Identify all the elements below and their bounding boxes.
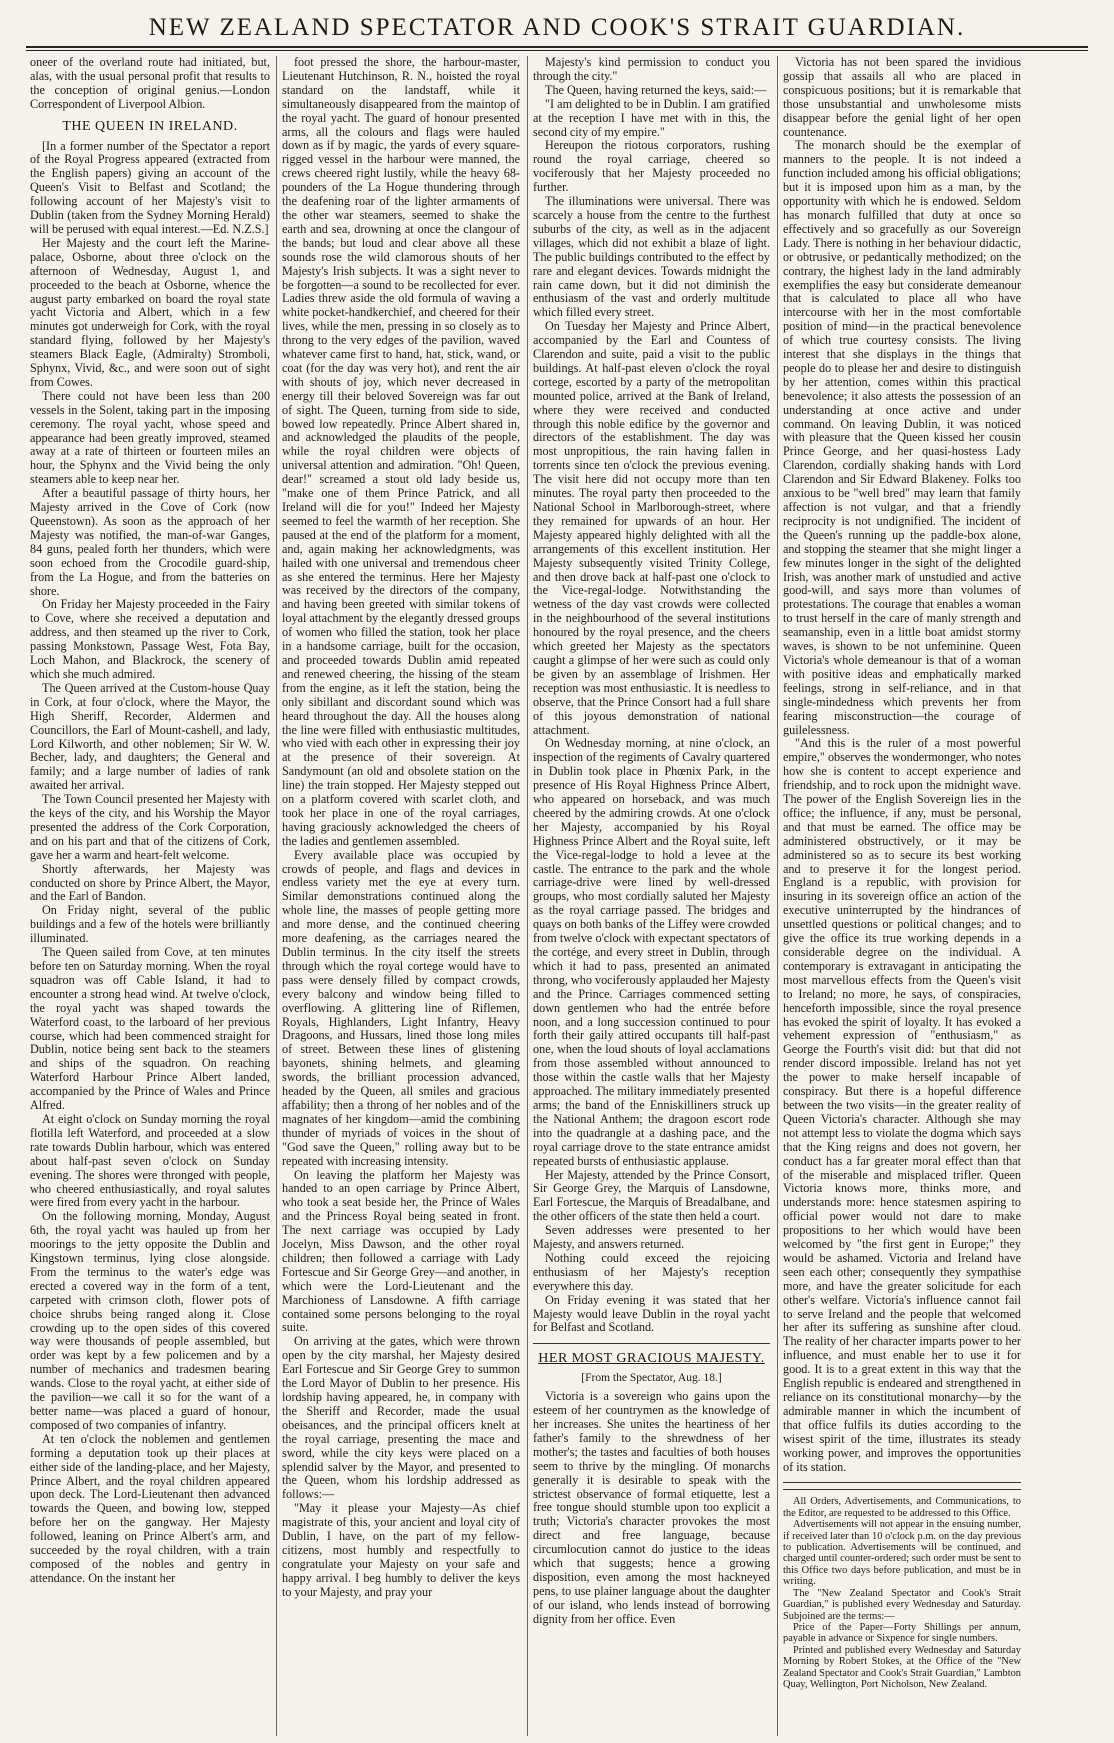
paragraph: The Town Council presented her Majesty with the keys of the city, and his Worship the Mayor presented the address of the Cork Corporation, and on his part and that of the citizens of Cork, gave her a warm and heart-felt welcome. — [30, 792, 270, 862]
publisher-imprint — [783, 1496, 1021, 1690]
article-body — [282, 56, 520, 1600]
paragraph: Her Majesty, attended by the Prince Consort, Sir George Grey, the Marquis of Lansdowne, Earl Fortescue, the Marquis of Breadalbane, and the other officers of the state then held a court. — [533, 1167, 770, 1224]
paragraph: The illuminations were universal. There was scarcely a house from the centre to the furthest suburbs of the city, as well as in the adjacent villages, which did not exhibit a blaze of light. The public buildings contributed to the effect by rare and elegant devices. Towards midnight the rain came down, but it did not diminish the enthusiasm of the vast and orderly multitude which filled every street. — [533, 194, 770, 320]
article-heading: THE QUEEN IN IRELAND. — [62, 118, 238, 134]
paragraph: At eight o'clock on Sunday morning the royal flotilla left Waterford, and proceeded at a slow rate towards Dublin harbour, which was entered about half-past seven o'clock on Sunday evening. The shores were thronged with people, who cheered enthusiastically, and royal salutes were fired from every yacht in the harbour. — [30, 1111, 270, 1210]
section-divider-thin — [783, 1489, 1021, 1490]
paragraph: On Tuesday her Majesty and Prince Albert, accompanied by the Earl and Countess of Clarendon and suite, paid a visit to the public buildings. At half-past eleven o'clock the royal cortege, escorted by a party of the metropolitan mounted police, arrived at the Bank of Ireland, where they were received and conducted through this noble edifice by the governor and directors of the establishment. The day was most unpropitious, the rain having fallen in torrents since ten o'clock the previous evening. The visit here did not occupy more than ten minutes. The royal party then proceeded to the National School in Marlborough-street, where they remained for upwards of an hour. Her Majesty appeared highly delighted with all the arrangements of this excellent institution. Her Majesty subsequently visited Trinity College, and then drove back at half-past one o'clock to the Vice-regal-lodge. Notwithstanding the wetness of the day vast crowds were collected in the neighbourhood of the several institutions honoured by the royal presence, and the cheers which greeted her Majesty as the spectators caught a glimpse of her were such as could only be given by an assemblage of Irishmen. Her reception was most enthusiastic. It is needless to observe, that the Prince Consort had a full share of this joyous demonstration of national attachment. — [533, 319, 770, 737]
article-heading: HER MOST GRACIOUS MAJESTY. — [538, 1351, 765, 1367]
column-1 — [30, 56, 270, 1736]
paragraph: On Friday her Majesty proceeded in the Fairy to Cove, where she received a deputation and address, and then steamed up the river to Cork, passing Monkstown, Passage West, Fota Bay, Loch Mahon, and Blackrock, the scenery of which she much admired. — [30, 597, 270, 681]
section-divider — [783, 1482, 1021, 1483]
paragraph: "May it please your Majesty—As chief magistrate of this, your ancient and loyal city of Dublin, I have, on the part of my fellow-citizens, most humbly and respectfully to congratulate your Majesty on your safe and happy arrival. I beg humbly to deliver the keys to your Majesty, and pray your — [282, 1501, 520, 1599]
paragraph: Seven addresses were presented to her Majesty, and answers returned. — [533, 1223, 770, 1252]
paragraph: Nothing could exceed the rejoicing enthusiasm of her Majesty's reception everywhere this day. — [533, 1250, 770, 1293]
paragraph: On the following morning, Monday, August 6th, the royal yacht was hauled up from her moorings to the jetty opposite the Dublin and Kingstown terminus, lying close alongside. From the terminus to the water's edge was erected a covered way in the form of a tent, carpeted with crimson cloth, flower pots of choice shrubs being ranged along it. Close crowding up to the open sides of this covered way were thousands of people assembled, but order was kept by a few policemen and by a number of mechanics and tradesmen bearing wands. Close to the royal yacht, at either side of the pavilion—we call it so for the want of a better name—was placed a guard of honour, composed of two companies of infantry. — [30, 1209, 270, 1432]
article-columns — [30, 56, 1088, 1736]
column-2 — [282, 56, 520, 1736]
section-divider — [533, 1343, 770, 1344]
paragraph: "And this is the ruler of a most powerful empire," observes the wondermonger, who notes how she is content to accept experience and friendship, and to rock upon the midnight wave. The power of the English Sovereign lies in the office; the influence, if any, must be personal, and that must be earned. The office may be administered obstructively, or it may be administered so as to secure its best working and to preserve it for the longest period. England is a republic, with provision for insuring in its sovereign office an action of the executive uninterrupted by the hindrances of unsettled questions or political changes; and to give the office its true working depends in a considerable degree on the individual. A contemporary is extravagant in anticipating the most marvellous effects from the Queen's visit to Ireland; no more, he says, of conspiracies, henceforth impossible, since the royal presence has evoked the spirit of loyalty. It has evoked a vehement expression of "enthusiasm," as George the Fourth's visit did: but that did not render discord impossible. Ireland has not yet the power to make herself incapable of conspiracy. But there is a hopeful difference between the two visits—in the greater reality of Queen Victoria's character. Although she may not attempt less to violate the dogma which says that the King reigns and does not govern, her conduct has a far greater moral effect than that of the miserable and misplaced trifler. Queen Victoria knows more, thinks more, and understands more: hence statesmen aspiring to official power would not dare to make propositions to her which would have been welcomed by "the first gent in Europe;" they would be ashamed. Victoria and Ireland have seen each other; consequently they sympathise more, and have the greater solicitude for each other's welfare. Victoria's influence cannot fail to serve Ireland and the people that welcomed her after its suffering as sunshine after cloud. The reality of her character imparts power to her influence, and must enable her to use it for good. It is to a great extent in this way that the English republic is endeared and strengthened in reliance on its constitutional monarchy—by the admirable manner in which the incumbent of that office fulfils its duties according to the wisest spirit of the time, illustrates its steady working power, and improves the opportunities of its station. — [783, 736, 1021, 1474]
masthead-rule-thin — [26, 50, 1088, 51]
paragraph: There could not have been less than 200 vessels in the Solent, taking part in the imposing ceremony. The royal yacht, whose speed and appearance had been greatly improved, steamed away at a rate of thirteen or fourteen miles an hour, the Sphynx and the Vivid being the only steamers able to keep near her. — [30, 388, 270, 487]
column-3 — [533, 56, 770, 1736]
paragraph: On Friday evening it was stated that her Majesty would leave Dublin in the royal yacht for Belfast and Scotland. — [533, 1292, 770, 1335]
paragraph: Shortly afterwards, her Majesty was conducted on shore by Prince Albert, the Mayor, and the Earl of Bandon. — [30, 861, 270, 904]
paragraph: On Wednesday morning, at nine o'clock, an inspection of the regiments of Cavalry quartered in Dublin took place in Phœnix Park, in the presence of His Royal Highness Prince Albert, who appeared on horseback, and was much cheered by the admiring crowds. At one o'clock her Majesty, accompanied by his Royal Highness Prince Albert and the Royal suite, left the Vice-regal-lodge to hold a levee at the castle. The entrance to the park and the whole carriage-drive were lined by well-dressed groups, who most cordially saluted her Majesty as the royal carriage passed. The bridges and quays on both banks of the Liffey were crowded from twelve o'clock with expectant spectators of the cortége, and every street in Dublin, through which it had to pass, presented an animated throng, who vociferously applauded her Majesty and the Prince. Carriages commenced setting down gentlemen who had the entrée before noon, and a long succession continued to pour forth their gaily attired occupants till half-past one, when the loud shouts of loyal acclamations from those assembled without announced to those within the castle walls that her Majesty approached. The military immediately presented arms; the band of the Enniskilliners struck up the National Anthem; the dragoon escort rode into the quadrangle at a dashing pace, and the royal carriage drove to the state entrance amidst repeated bursts of enthusiastic applause. — [533, 736, 770, 1168]
article-body — [783, 56, 1021, 1474]
paragraph: Every available place was occupied by crowds of people, and flags and devices in endless variety met the eye at every turn. Similar demonstrations continued along the whole line, the masses of people getting more and more dense, and the continued cheering more deafening, as the carriages neared the Dublin terminus. In the city itself the streets through which the royal cortege would have to pass were densely filled by compact crowds, every balcony and window being filled to overflowing. A glittering line of Riflemen, Royals, Highlanders, Light Infantry, Heavy Dragoons, and Hussars, lined those long miles of street. Between these lines of glistening bayonets, shining helmets, and gleaming swords, the brilliant procession advanced, headed by the Queen, all smiles and gracious affability; then a throng of her nobles and of the magnates of her kingdom—amid the combining thunder of myriads of voices in the shout of "God save the Queen," rolling away but to be repeated with increasing intensity. — [282, 847, 520, 1168]
paragraph: The monarch should be the exemplar of manners to the people. It is not indeed a function included among his official obligations; but it is imposed upon him as a man, by the opportunity with which he is endowed. Seldom has monarch fulfilled that duty at once so effectively and so gracefully as our Sovereign Lady. There is nothing in her behaviour didactic, or obtrusive, or pedantically methodized; on the contrary, the highest lady in the land admirably exemplifies the easy but considerate demeanour that is calculated to place all who have intercourse with her in the most comfortable position of mind—in the practical benevolence of which true courtesy consists. The living interest that she displays in the things that people do to please her and desire to distinguish by her attention, comes within this practical benevolence; it also attests the possession of an understanding at once active and under command. On leaving Dublin, it was noticed with pleasure that the Queen kissed her cousin Prince George, and her quasi-hostess Lady Clarendon, cordially shaking hands with Lord Clarendon and Sir Edward Blakeney. Folks too anxious to be "well bred" may learn that family affection is not vulgar, and that a friendly reciprocity is not undignified. The incident of the Queen's running up the paddle-box alone, and stopping the steamer that she might linger a few minutes longer in the sight of the delighted Irish, was another mark of unstudied and active good-will, and says more than volumes of protestations. The courage that enables a woman to trust herself in the care of manly strength and seamanship, even in a little boat amidst stormy waves, is shown to be not unfeminine. Queen Victoria's whole demeanour is that of a woman with positive ideas and emphatically marked feelings, strong in self-reliance, and in that single-mindedness which prevents her from fearing misconstruction—the courage of guilelessness. — [783, 138, 1021, 737]
paragraph: Victoria has not been spared the invidious gossip that assails all who are placed in conspicuous positions; but it is remarkable that those unsubstantial and unwholesome mists disappear before the genial light of her open countenance. — [783, 56, 1021, 139]
article-source: [From the Spectator, Aug. 18.] — [581, 1372, 722, 1385]
paragraph: After a beautiful passage of thirty hours, her Majesty arrived in the Cove of Cork (now Queenstown). As soon as the approach of her Majesty was notified, the man-of-war Ganges, 84 guns, pealed forth her thunders, which were soon echoed from the Crocodile guard-ship, from the La Hogue, and from the batteries on shore. — [30, 486, 270, 598]
imprint-line: Printed and published every Wednesday and Saturday Morning by Robert Stokes, at the Office of the "New Zealand Spectator and Cook's Strait Guardian," Lambton Quay, Wellington, Port Nicholson, New Zealand. — [783, 1644, 1021, 1690]
column-4 — [783, 56, 1021, 1736]
paragraph: Majesty's kind permission to conduct you through the city." — [533, 56, 770, 83]
editor-note: [In a former number of the Spectator a report of the Royal Progress appeared (extracted from the English papers) giving an account of the Queen's Visit to Belfast and Scotland; the following account of her Majesty's visit to Dublin (taken from the Sydney Morning Herald) will be perused with equal interest.—Ed. N.Z.S.] — [30, 138, 270, 236]
imprint-line: All Orders, Advertisements, and Communications, to the Editor, are requested to be addressed to this Office. — [783, 1496, 1021, 1519]
paragraph: At ten o'clock the noblemen and gentlemen forming a deputation took up their places at either side of the landing-place, and her Majesty, Prince Albert, and the royal children appeared upon deck. The Lord-Lieutenant then advanced towards the Queen, and bowing low, stepped before her on the gangway. Her Majesty followed, leaning on Prince Albert's arm, and succeeded by the royal children, with a train composed of the nobles and gentry in attendance. On the instant her — [30, 1431, 270, 1585]
masthead-rule — [26, 46, 1088, 48]
intro-paragraph: oneer of the overland route had initiated, but, alas, with the usual personal profit that results to the conception of original genius.—London Correspondent of Liverpool Albion. — [30, 56, 270, 111]
paragraph: The Queen, having returned the keys, said:— — [545, 82, 767, 97]
paragraph: "I am delighted to be in Dublin. I am gratified at the reception I have met with in this, the second city of my empire." — [533, 96, 770, 139]
paragraph: On arriving at the gates, which were thrown open by the city marshal, her Majesty desired Earl Fortescue and Sir George Grey to summon the Lord Mayor of Dublin to her presence. His lordship having appeared, he, in company with the Sheriff and Recorder, made the usual obeisances, and the principal officers knelt at the royal carriage, presenting the mace and sword, while the city keys were placed on a splendid salver by the Mayor, and presented to the Queen, whom his lordship addressed as follows:— — [282, 1334, 520, 1502]
paragraph: On leaving the platform her Majesty was handed to an open carriage by Prince Albert, who took a seat beside her, the Prince of Wales and the Princess Royal being seated in front. The next carriage was occupied by Lady Jocelyn, Miss Dawson, and the other royal children; then followed a carriage with Lady Fortescue and Sir George Grey—and another, in which were the Lord-Lieutenant and the Marchioness of Lansdowne. A fifth carriage contained some persons belonging to the royal suite. — [282, 1167, 520, 1335]
paragraph: Hereupon the riotous corporators, rushing round the royal carriage, cheered so vociferously that her Majesty proceeded no further. — [533, 138, 770, 195]
imprint-line: The "New Zealand Spectator and Cook's Strait Guardian," is published every Wednesday and Saturday. Subjoined are the terms:— — [783, 1587, 1021, 1622]
article-body — [30, 237, 270, 1586]
article-body — [533, 1390, 770, 1626]
paragraph: The Queen arrived at the Custom-house Quay in Cork, at four o'clock, where the Mayor, the High Sheriff, Recorder, Aldermen and Councillors, the Earl of Mount-cashell, and lady, Lord Kilworth, and other noblemen; Sir W. W. Becher, lady, and daughters; the General and family; and a large number of ladies of rank awaited her arrival. — [30, 680, 270, 793]
paragraph: The Queen sailed from Cove, at ten minutes before ten on Saturday morning. When the royal squadron was off Cable Island, it had to encounter a strong head wind. At twelve o'clock, the royal yacht was shaped towards the Waterford coast, to the larboard of her previous course, which had been commenced straight for Dublin, notice being sent back to the steamers and ships of the squadron. On reaching Waterford Harbour Prince Albert landed, accompanied by the Prince of Wales and Prince Alfred. — [30, 945, 270, 1113]
imprint-line: Advertisements will not appear in the ensuing number, if received later than 10 o'clock p.m. on the day previous to publication. Advertisements will be continued, and charged until counter-ordered; such order must be sent to this Office two days before publication, and must be in writing. — [783, 1519, 1021, 1588]
imprint-line: Price of the Paper—Forty Shillings per annum, payable in advance or Sixpence for single numbers. — [783, 1621, 1021, 1645]
paragraph: Victoria is a sovereign who gains upon the esteem of her countrymen as the knowledge of her increases. She unites the heartiness of her father's family to the shrewdness of her mother's; the tastes and faculties of both houses seem to thrive by the mingling. Of monarchs generally it is desirable to speak with the strictest observance of formal etiquette, lest a free tongue should stumble upon too explicit a truth; Victoria's character provokes the most direct and free language, because circumlocution cannot do justice to the ideas which that suggests; hence a growing disposition, even among the most hackneyed pens, to use plainer language about the daughter of our island, who lends instead of borrowing dignity from her office. Even — [533, 1389, 770, 1626]
masthead-title: NEW ZEALAND SPECTATOR AND COOK'S STRAIT GUARDIAN. — [148, 14, 966, 41]
paragraph: foot pressed the shore, the harbour-master, Lieutenant Hutchinson, R. N., hoisted the royal standard on the landstaff, while it simultaneously disappeared from the maintop of the royal yacht. The guard of honour presented arms, all the colours and flags were hauled down as if by magic, the yards of every square-rigged vessel in the harbour were manned, the crews cheered right lustily, while the heavy 68-pounders of the La Hogue thundering through the deafening roar of the lighter armaments of the other war steamers, seemed to shake the earth and sea, drowning at once the clangour of the bands; but loud and clear above all these sounds rose the wild clamorous shouts of her Majesty's Irish subjects. It was a sight never to be forgotten—a sound to be recollected for ever. Ladies threw aside the old formula of waving a white pocket-handkerchief, and cheered for their lives, while the men, pressing in so closely as to throng to the very edges of the pavilion, waved whatever came first to hand, hat, stick, wand, or coat (for the day was very hot), and rent the air with shouts of joy, which never decreased in energy till their beloved Sovereign was far out of sight. The Queen, turning from side to side, bowed low repeatedly. Prince Albert shared in, and acknowledged the plaudits of the people, while the royal children were objects of universal attention and admiration. "Oh! Queen, dear!" screamed a stout old lady beside us, "make one of them Prince Patrick, and all Ireland will die for you!" Indeed her Majesty seemed to feel the warmth of her reception. She paused at the end of the platform for a moment, and, again making her acknowledgments, was hailed with one universal and tremendous cheer as she entered the terminus. Here her Majesty was received by the directors of the company, and having been greeted with similar tokens of loyal attachment by the elegantly dressed groups of women who filled the station, took her place in a handsome carriage, built for the occasion, and proceeded towards Dublin amid repeated and renewed cheering, the hissing of the steam from the engine, as it left the station, being the only sibillant and discordant sound which was heard throughout the day. All the houses along the line were filled with enthusiastic multitudes, who vied with each other in expressing their joy at the presence of their sovereign. At Sandymount (an old and obsolete station on the line) the train stopped. Her Majesty stepped out on a platform covered with scarlet cloth, and took her place in one of the royal carriages, having graciously acknowledged the cheers of the ladies and gentlemen assembled. — [282, 56, 520, 848]
paragraph: On Friday night, several of the public buildings and a few of the hotels were brilliantly illuminated. — [30, 903, 270, 946]
article-body — [533, 56, 770, 1335]
paragraph: Her Majesty and the court left the Marine-palace, Osborne, about three o'clock on the afternoon of Wednesday, August 1, and proceeded to the beach at Osborne, whence the august party embarked on board the royal state yacht Victoria and Albert, which in a few minutes got underweigh for Cork, with the royal standard flying, followed by her Majesty's steamers Black Eagle, (Admiralty) Stromboli, Sphynx, Vivid, &c., and were soon out of sight from Cowes. — [30, 235, 270, 389]
